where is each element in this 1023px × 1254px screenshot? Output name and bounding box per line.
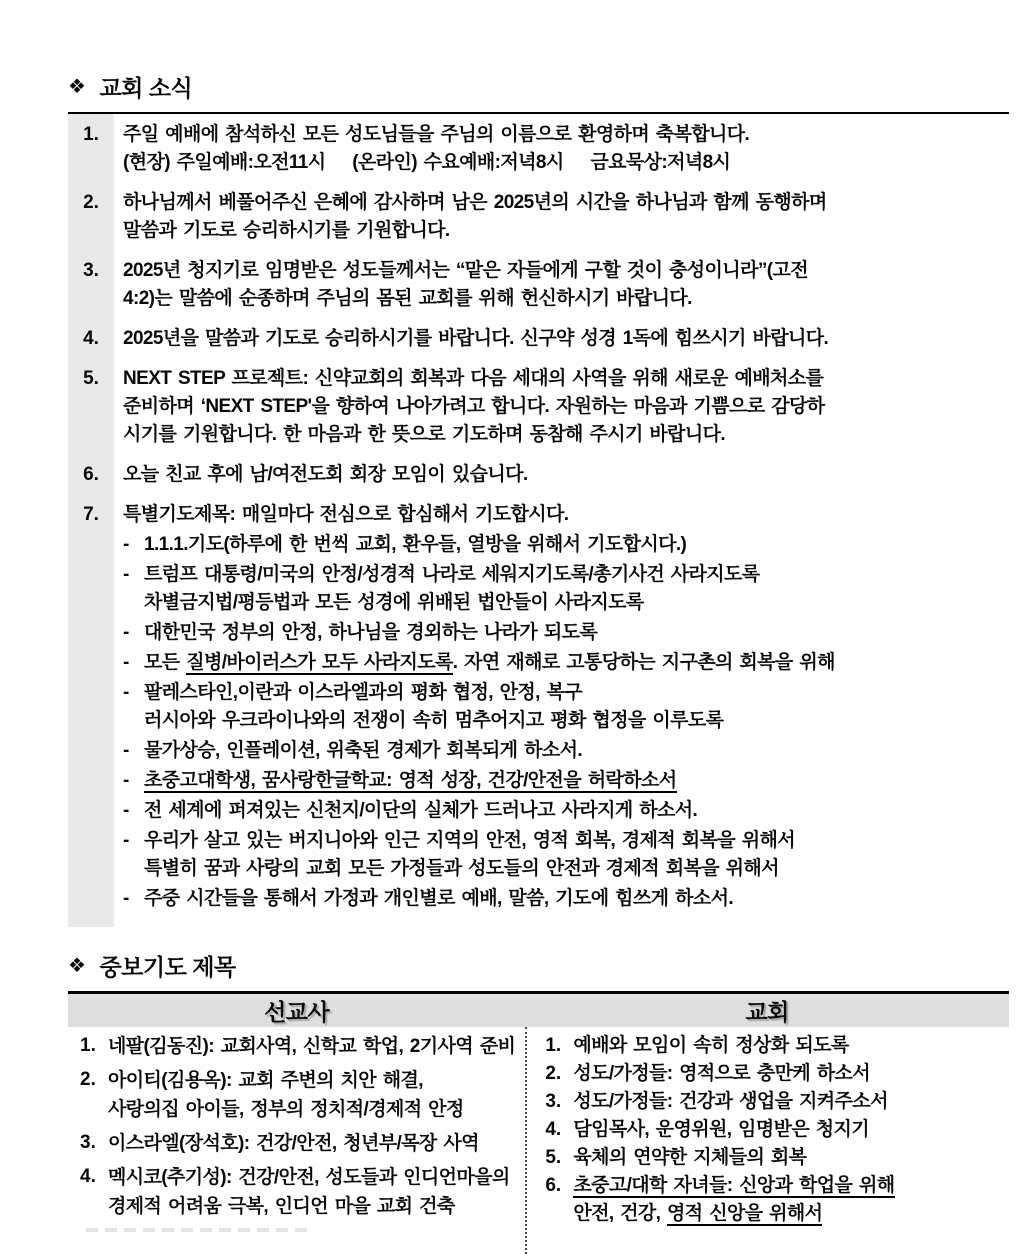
sub-content [144,531,1009,559]
table-header-row [68,994,1009,1027]
church-column-header: 교회 [745,999,789,1025]
prayer-sub-item [123,679,1009,735]
special-prayer-sublist [123,531,1009,913]
row-content [108,1129,521,1158]
item-number: 5. [83,368,99,389]
row-number: 1. [545,1035,562,1056]
text-line: 러시아와 우크라이나와의 전쟁이 속히 멈추어지고 평화 협정을 이루도록 [144,710,724,731]
item-number: 1. [83,124,99,145]
item-number: 4. [83,328,99,349]
row-number: 6. [545,1175,562,1196]
row-content [573,1144,1005,1172]
item-number: 3. [83,260,99,281]
text-line: 2025년 청지기로 임명받은 성도들께서는 “맡은 자들에게 구할 것이 충성이니라”(고전 [123,260,808,281]
item-number: 7. [83,504,99,525]
item-number: 6. [83,464,99,485]
row-content [573,1060,1005,1088]
sub-content [144,885,1009,913]
text-line: 성도/가정들: 영적으로 충만케 하소서 [573,1063,871,1084]
sub-content [144,679,1009,735]
text-line: 시기를 기원합니다. 한 마음과 한 뜻으로 기도하며 동참해 주시기 바랍니다. [123,424,726,445]
prayer-sub-item [123,797,1009,825]
text-line: NEXT STEP 프로젝트: 신약교회의 회복과 다음 세대의 사역을 위해 새로운 예배처소를 [123,368,824,389]
text-line: 멕시코(추기성): 건강/안전, 성도들과 인디언마을의 [108,1167,510,1188]
prayer-sub-item [123,827,1009,883]
sub-content [144,797,1009,825]
underlined-text: 영적 신앙을 위해서 [667,1203,823,1224]
service-times-line: (현장) 주일예배:오전11시 (온라인) 수요예배:저녁8시 금요묵상:저녁8시 [123,152,731,173]
text-line: 주일 예배에 참석하신 모든 성도님들을 주님의 이름으로 환영하며 축복합니다. [123,124,750,145]
dash-bullet: - [123,770,130,791]
item-content [114,325,1009,353]
text-line: 경제적 어려움 극복, 인디언 마을 교회 건축 [108,1196,455,1217]
text-line: 준비하며 ‘NEXT STEP'을 향하여 나아가려고 합니다. 자원하는 마음과 기쁨으로 감당하 [123,396,825,417]
news-item-3 [68,257,1009,313]
prayer-sub-item [123,737,1009,765]
item-content [114,257,1009,313]
sub-content [144,649,1009,677]
text-line [573,1172,1005,1200]
item-content [114,365,1009,449]
diamond-marker-icon: ❖ [68,75,86,98]
item-content [114,501,1009,915]
row-content [108,1032,521,1061]
news-item-1 [68,121,1009,177]
dash-bullet: - [123,564,130,585]
text-line: 성도/가정들: 건강과 생업을 지켜주소서 [573,1091,888,1112]
row-number: 3. [545,1091,562,1112]
table-body [68,1027,1009,1254]
text-line: 특별히 꿈과 사랑의 교회 모든 가정들과 성도들의 안전과 경제적 회복을 위해서 [144,858,779,879]
text-line: 차별금지법/평등법과 모든 성경에 위배된 법안들이 사라지도록 [144,592,644,613]
prayer-sub-item [123,885,1009,913]
table-row [78,1066,521,1124]
cut-off-text-artifact [86,1228,311,1232]
text-line: 예배와 모임이 속히 정상화 되도록 [573,1035,849,1056]
item-content [114,121,1009,177]
text-line: 담임목사, 운영위원, 임명받은 청지기 [573,1119,870,1140]
row-number: 4. [545,1119,562,1140]
dash-bullet: - [123,740,130,761]
row-number: 2. [80,1069,96,1090]
row-number: 3. [80,1132,96,1153]
news-section-title [68,70,1005,103]
intercession-table [68,991,1009,1254]
row-number: 4. [80,1166,96,1187]
text-segment: 모든 [144,652,187,673]
sub-content [144,737,1009,765]
text-line: 물가상승, 인플레이션, 위축된 경제가 회복되게 하소서. [144,740,583,761]
text-line: 아이티(김용옥): 교회 주변의 치안 해결, [108,1070,423,1091]
dash-bullet: - [123,652,130,673]
row-content [573,1172,1005,1228]
table-row [543,1032,1005,1060]
item-number: 2. [83,192,99,213]
prayer-sub-item [123,767,1009,795]
text-line: 육체의 연약한 지체들의 회복 [573,1147,807,1168]
prayer-sub-item [123,649,1009,677]
sub-content [144,827,1009,883]
dash-bullet: - [123,800,130,821]
news-item-4 [68,325,1009,353]
missionaries-column [68,1027,525,1254]
text-segment: . 자연 재해로 고통당하는 지구촌의 회복을 위해 [452,652,835,673]
text-line [144,767,1009,795]
row-content [108,1066,521,1124]
table-row [78,1032,521,1061]
item-content [114,461,1009,489]
text-line: 2025년을 말씀과 기도로 승리하시기를 바랍니다. 신구약 성경 1독에 힘쓰시기 바랍니다. [123,328,829,349]
table-row [543,1116,1005,1144]
text-line: 네팔(김동진): 교회사역, 신학교 학업, 2기사역 준비 [108,1036,516,1057]
news-title-text: 교회 소식 [99,75,193,101]
dash-bullet: - [123,682,130,703]
table-row [543,1172,1005,1228]
news-list [68,112,1009,927]
text-line: 트럼프 대통령/미국의 안정/성경적 나라로 세워지기도록/총기사건 사라지도록 [144,564,760,585]
prayer-sub-item [123,531,1009,559]
news-item-6 [68,461,1009,489]
text-line: 사랑의집 아이들, 정부의 정치적/경제적 안정 [108,1099,464,1120]
row-content [573,1088,1005,1116]
prayer-sub-item [123,619,1009,647]
table-row [543,1144,1005,1172]
text-line: 말씀과 기도로 승리하시기를 기원합니다. [123,220,450,241]
text-segment: 안전, 건강, [573,1203,668,1224]
row-content [573,1032,1005,1060]
news-item-5 [68,365,1009,449]
text-line [144,649,1009,677]
text-line: 전 세계에 퍼져있는 신천지/이단의 실체가 드러나고 사라지게 하소서. [144,800,698,821]
table-row [543,1088,1005,1116]
row-content [108,1163,521,1221]
text-line: 4:2)는 말씀에 순종하며 주님의 몸된 교회를 위해 헌신하시기 바랍니다. [123,288,692,309]
text-line: 주중 시간들을 통해서 가정과 개인별로 예배, 말씀, 기도에 힘쓰게 하소서. [144,888,734,909]
text-line: 오늘 친교 후에 남/여전도회 회장 모임이 있습니다. [123,464,528,485]
text-line: 우리가 살고 있는 버지니아와 인근 지역의 안전, 영적 회복, 경제적 회복을 위해서 [144,830,795,851]
sub-content [144,561,1009,617]
text-line: 1.1.1.기도(하루에 한 번씩 교회, 환우들, 열방을 위해서 기도합시다.) [144,534,687,555]
row-number: 5. [545,1147,562,1168]
text-line: 하나님께서 베풀어주신 은혜에 감사하며 남은 2025년의 시간을 하나님과 함께 동행하며 [123,192,827,213]
dash-bullet: - [123,830,130,851]
sub-content [144,767,1009,795]
dash-bullet: - [123,534,130,555]
underlined-text: 질병/바이러스가 모두 사라지도록 [186,652,453,673]
table-row [78,1163,521,1221]
text-line: 팔레스타인,이란과 이스라엘과의 평화 협정, 안정, 복구 [144,682,583,703]
row-number: 2. [545,1063,562,1084]
diamond-marker-icon: ❖ [68,954,86,977]
underlined-text: 초중고대학생, 꿈사랑한글학교: 영적 성장, 건강/안전을 허락하소서 [144,770,677,791]
text-line: 특별기도제목: 매일마다 전심으로 합심해서 기도합시다. [123,504,569,525]
intercession-title-text: 중보기도 제목 [99,954,236,980]
prayer-sub-item [123,561,1009,617]
dash-bullet: - [123,888,130,909]
text-line [573,1200,1005,1228]
news-item-7 [68,501,1009,915]
table-row [78,1129,521,1158]
text-line: 이스라엘(장석호): 건강/안전, 청년부/목장 사역 [108,1133,479,1154]
church-column [525,1027,1009,1254]
intercession-section-title [68,949,1005,982]
row-number: 1. [80,1035,96,1056]
row-content [573,1116,1005,1144]
dash-bullet: - [123,622,130,643]
text-line: 대한민국 정부의 안정, 하나님을 경외하는 나라가 되도록 [144,622,598,643]
sub-content [144,619,1009,647]
item-content [114,189,1009,245]
news-item-2 [68,189,1009,245]
underlined-text: 초중고/대학 자녀들: 신앙과 학업을 위해 [573,1175,895,1196]
missionaries-column-header: 선교사 [264,999,330,1025]
table-row [543,1060,1005,1088]
